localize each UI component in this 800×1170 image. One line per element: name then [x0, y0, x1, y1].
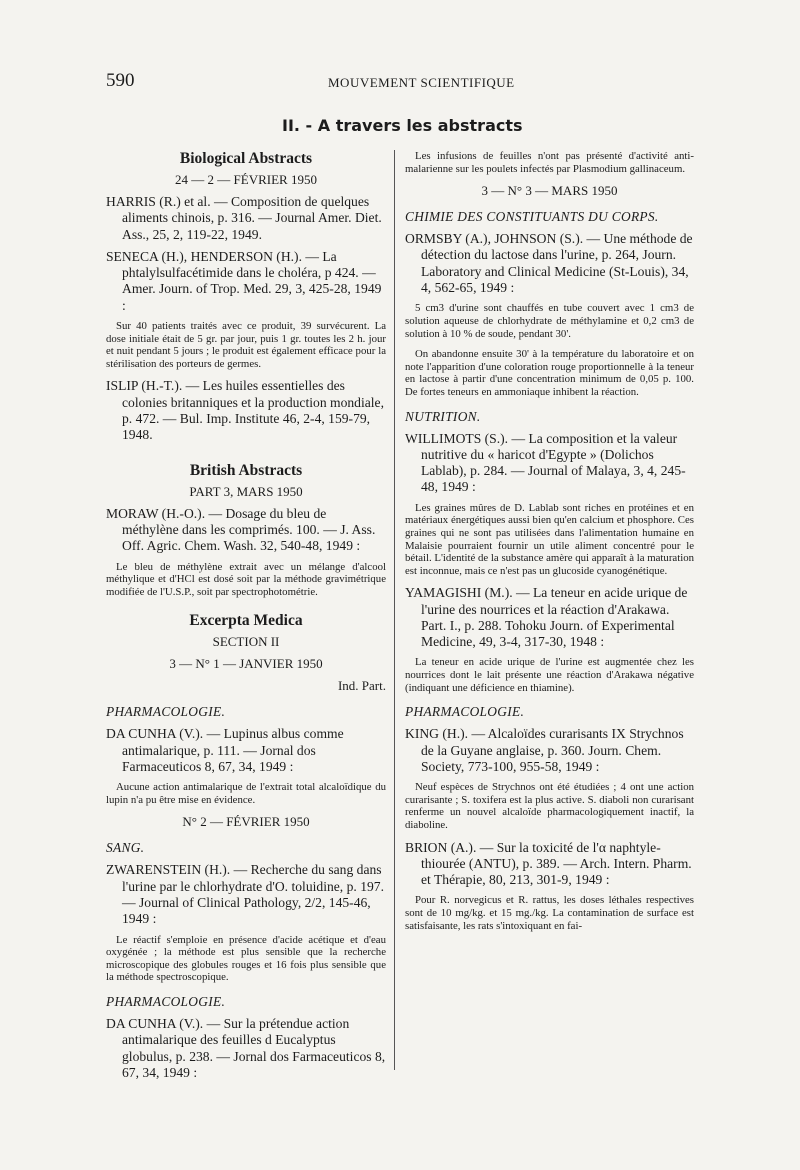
abstract-text: Les infusions de feuilles n'ont pas présenté d'activité anti-malarienne sur les poulets infectés par Plasmodium gallinaceum. — [405, 150, 694, 175]
rubric-heading: CHIMIE DES CONSTITUANTS DU CORPS. — [405, 209, 659, 225]
column-divider — [394, 150, 395, 1070]
reference: DA CUNHA (V.). — Sur la prétendue action antimalarique des feuilles d Eucalyptus globulus, p. 238. — Jornal dos Farmaceuticos 8, 67, 34, 1949 : — [106, 1015, 386, 1080]
issue-line: PART 3, MARS 1950 — [189, 483, 303, 499]
journal-title: Excerpta Medica — [189, 612, 303, 630]
page-number: 590 — [106, 70, 135, 91]
abstract-text: On abandonne ensuite 30' à la température du laboratoire et on note l'apparition d'une coloration rouge proportionnelle à la teneur en lactose à partir d'une concentration minimum de 0,05 p. 100. De fortes teneurs en ammoniaque inhibent la réaction. — [405, 348, 694, 398]
rubric-heading: SANG. — [106, 840, 145, 856]
abstract-text: Aucune action antimalarique de l'extrait total alcaloïdique du lupin n'a pu être mise en évidence. — [106, 781, 386, 806]
abstract-text: 5 cm3 d'urine sont chauffés en tube couvert avec 1 cm3 de solution aqueuse de chlorhydrate de méthylamine et 0,2 cm3 de solution à 10 % de soude, pendant 30'. — [405, 302, 694, 340]
abstract-text: Neuf espèces de Strychnos ont été étudiées ; 4 ont une action curarisante ; S. toxifera est la plus active. S. diaboli non curarisant renferme un nouvel alcaloïde pharmacologiquement inactif, la diaboline. — [405, 781, 694, 831]
abstract-text: Le réactif s'emploie en présence d'acide acétique et d'eau oxygénée ; la méthode est plus sensible que la recherche microscopique des globules rouges et 16 fois plus sensible que la méthode spectroscopique. — [106, 933, 386, 984]
reference: BRION (A.). — Sur la toxicité de l'α naphtyle-thiourée (ANTU), p. 389. — Arch. Intern. Pharm. et Thérapie, 80, 213, 301-9, 1949 : — [405, 839, 692, 888]
part-label: Ind. Part. — [337, 678, 386, 694]
reference: SENECA (H.), HENDERSON (H.). — La phtalylsulfacétimide dans le choléra, p 424. — Amer. Journ. of Trop. Med. 29, 3, 425-28, 1949 : — [106, 248, 382, 313]
issue-line: 3 — N° 3 — MARS 1950 — [481, 183, 618, 199]
abstract-text: Les graines mûres de D. Lablab sont riches en protéines et en matériaux énergétiques aussi bien qu'en calcium et phosphore. Ces graines qui ne sont pas utilisées dans l'alimentation humaine en Malaisie pourraient fournir un utile aliment concentré pour le bétail. L'identité de la substance amère qui apparaît à la maturation est inconnue, mais ce n'est pas un glucoside cyanogénétique. — [405, 501, 694, 577]
abstract-text: Le bleu de méthylène extrait avec un mélange d'alcool méthylique et d'HCl est dosé soit par la méthode gravimétrique modifiée de l'U.S.P., soit par spectrophotométrie. — [106, 560, 386, 598]
journal-title: British Abstracts — [189, 461, 303, 479]
issue-line: 3 — N° 1 — JANVIER 1950 — [169, 656, 323, 672]
reference: HARRIS (R.) et al. — Composition de quelques aliments chinois, p. 316. — Journal Amer. Diet. Ass., 25, 2, 119-22, 1949. — [106, 194, 382, 242]
reference: YAMAGISHI (M.). — La teneur en acide urique de l'urine des nourrices et la réaction d'Arakawa. Part. I., p. 288. Tohoku Journ. of Experimental Medicine, 49, 3-4, 317-30, 1948 : — [405, 585, 688, 650]
running-title: MOUVEMENT SCIENTIFIQUE — [328, 75, 515, 90]
section-title: II. - A travers les abstracts — [282, 116, 523, 135]
rubric-heading: PHARMACOLOGIE. — [106, 993, 226, 1009]
rubric-heading: NUTRITION. — [405, 408, 481, 424]
reference: MORAW (H.-O.). — Dosage du bleu de méthylène dans les comprimés. 100. — J. Ass. Off. Agric. Chem. Wash. 32, 540-48, 1949 : — [106, 505, 376, 554]
reference: WILLIMOTS (S.). — La composition et la valeur nutritive du « haricot d'Egypte » (Dolichos Lablab), p. 284. — Journal of Malaya, 3, 4, 245-48, 1949 : — [405, 430, 686, 495]
rubric-heading: PHARMACOLOGIE. — [106, 704, 226, 720]
issue-line: N° 2 — FÉVRIER 1950 — [182, 814, 310, 830]
reference: ZWARENSTEIN (H.). — Recherche du sang dans l'urine par le chlorhydrate d'O. toluidine, p. 197. — Journal of Clinical Pathology, 2/2, 145-46, 1949 : — [106, 862, 384, 927]
abstract-text: La teneur en acide urique de l'urine est augmentée chez les nourrices dont le lait présente une réaction d'Arakawa négative (indiquant une déficience en thiamine). — [405, 656, 694, 694]
reference: KING (H.). — Alcaloïdes curarisants IX Strychnos de la Guyane anglaise, p. 360. Journ. Chem. Society, 773-100, 955-58, 1949 : — [405, 726, 684, 774]
reference: ISLIP (H.-T.). — Les huiles essentielles des colonies britanniques et la production mondiale, p. 472. — Bul. Imp. Institute 46, 2-4, 159-79, 1948. — [106, 378, 384, 443]
reference: DA CUNHA (V.). — Lupinus albus comme antimalarique, p. 111. — Jornal dos Farmaceuticos 8, 67, 34, 1949 : — [106, 726, 344, 774]
section-line: SECTION II — [212, 634, 280, 650]
journal-title: Biological Abstracts — [179, 150, 313, 167]
left-column — [106, 150, 386, 1087]
right-column — [405, 150, 694, 940]
abstract-text: Sur 40 patients traités avec ce produit, 39 survécurent. La dose initiale était de 5 gr. par jour, puis 1 gr. toutes les 2 h. jour et nuit pendant 5 jours ; le produit est également efficace pour la stérilisation des porteurs de germes. — [106, 320, 386, 370]
issue-line: 24 — 2 — FÉVRIER 1950 — [175, 172, 317, 187]
rubric-heading: PHARMACOLOGIE. — [405, 704, 525, 720]
abstract-text: Pour R. norvegicus et R. rattus, les doses léthales respectives sont de 10 mg/kg. et 15 mg./kg. La contamination de surface est satisfaisante, les rats s'intoxiquant en fai- — [405, 894, 694, 932]
reference: ORMSBY (A.), JOHNSON (S.). — Une méthode de détection du lactose dans l'urine, p. 264, Journ. Laboratory and Clinical Medicine (St-Louis), 34, 4, 562-65, 1949 : — [405, 231, 693, 296]
running-head — [106, 70, 706, 92]
